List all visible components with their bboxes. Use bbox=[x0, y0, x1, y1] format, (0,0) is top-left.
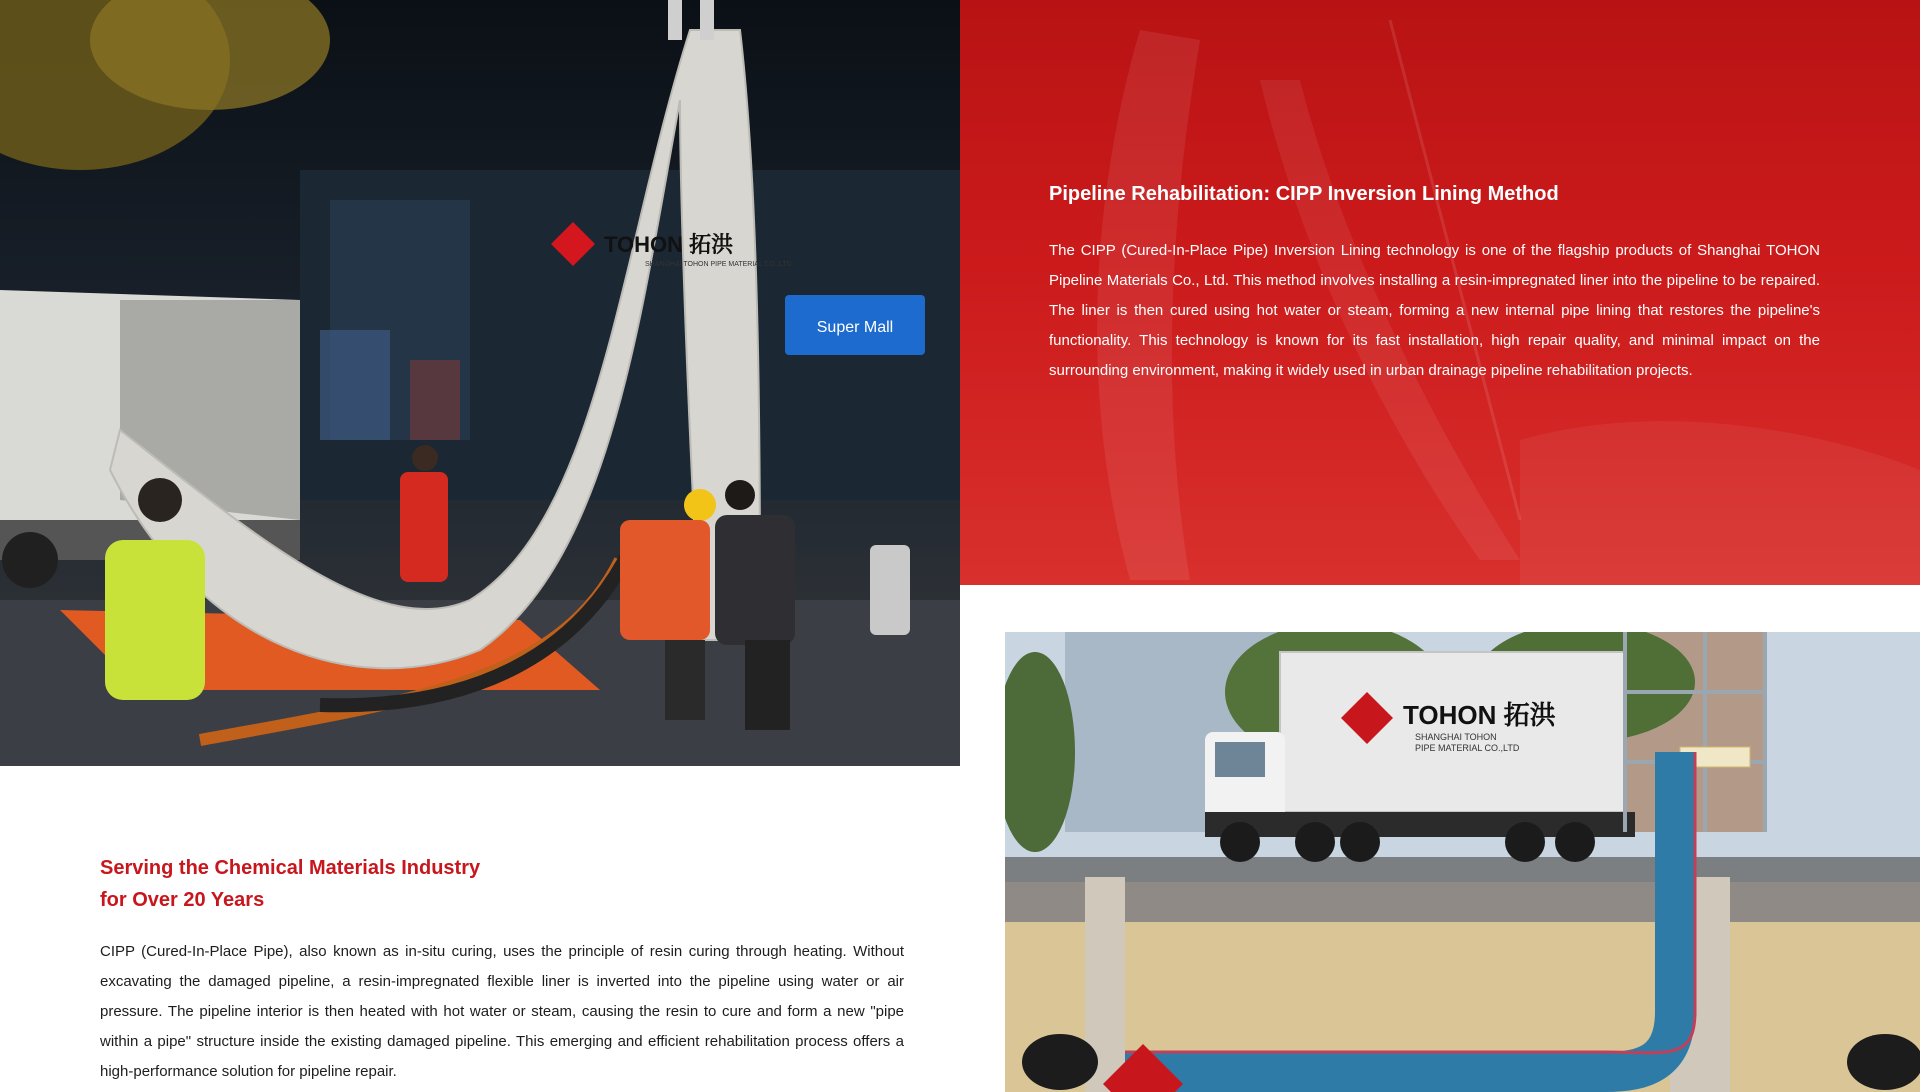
road-surface bbox=[1005, 857, 1920, 882]
section-title-line2: for Over 20 Years bbox=[100, 889, 265, 911]
section-description: CIPP (Cured-In-Place Pipe), also known as in-situ curing, uses the principle of resin curing through heating. Without excavating the damaged pipeline, a resin-impregnated flexible liner is inverted into the pipeline using water or air pressure. The pipeline interior is then heated with hot water or steam, causing the resin to cure and form a new "pipe within a pipe" structure inside the existing damaged pipeline. This emerging and efficient rehabilitation process offers a high-performance solution for pipeline repair. bbox=[100, 943, 904, 1080]
cipp-illustration bbox=[1005, 632, 1920, 1092]
cipp-info-panel bbox=[960, 0, 1920, 585]
pipe-plug bbox=[1022, 1034, 1098, 1090]
svg-text:PIPE MATERIAL CO.,LTD: PIPE MATERIAL CO.,LTD bbox=[1415, 743, 1520, 753]
panel-description: The CIPP (Cured-In-Place Pipe) Inversion Lining technology is one of the flagship products of Shanghai TOHON Pipeline Materials Co., Ltd. This method involves installing a resin-impregnated liner into the pipeline to be repaired. The liner is then cured using hot water or steam, forming a new internal pipe lining that restores the pipeline's functionality. This technology is known for its fast installation, high repair quality, and minimal impact on the surrounding environment, making it widely used in urban drainage pipeline rehabilitation projects. bbox=[1049, 242, 1820, 379]
installation-photo bbox=[0, 0, 960, 766]
section-title bbox=[100, 852, 480, 916]
svg-text:TOHON 拓洪: TOHON 拓洪 bbox=[1403, 700, 1556, 730]
crane-rope bbox=[668, 0, 682, 40]
installation-scene bbox=[0, 0, 960, 766]
svg-text:SHANGHAI TOHON PIPE MATERIAL C: SHANGHAI TOHON PIPE MATERIAL CO.,LTD bbox=[645, 261, 792, 268]
bollard bbox=[870, 545, 910, 635]
panel-title: Pipeline Rehabilitation: CIPP Inversion Lining Method bbox=[1049, 183, 1559, 205]
section-title-line1: Serving the Chemical Materials Industry bbox=[100, 857, 481, 879]
cipp-diagram-photo bbox=[1005, 632, 1920, 1092]
svg-text:TOHON 拓洪: TOHON 拓洪 bbox=[604, 232, 734, 257]
gravel-layer bbox=[1005, 882, 1920, 922]
svg-text:SHANGHAI TOHON: SHANGHAI TOHON bbox=[1415, 732, 1497, 742]
svg-text:Super Mall: Super Mall bbox=[816, 319, 894, 336]
